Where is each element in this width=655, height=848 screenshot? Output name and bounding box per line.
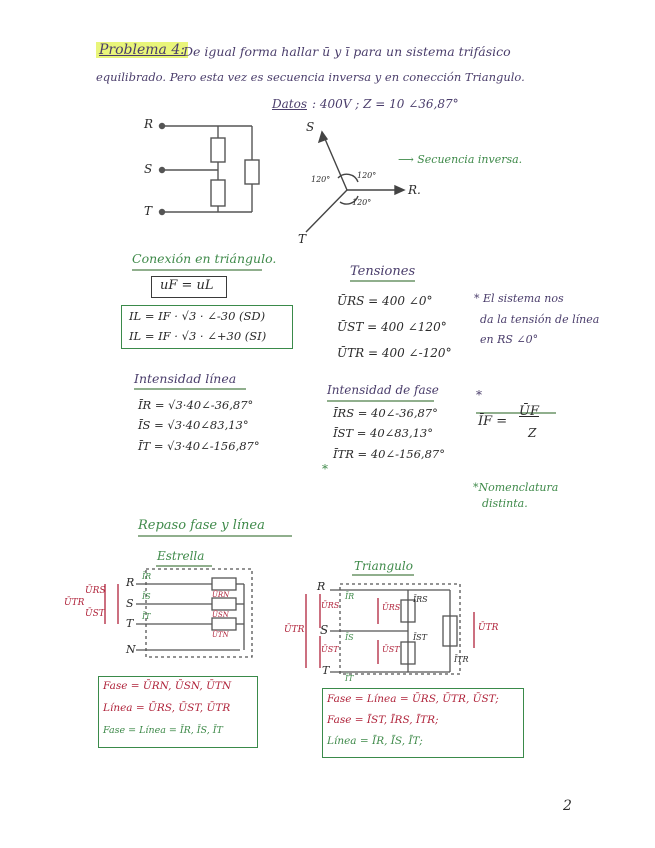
- delta-label-urs-inner: ŪRS: [382, 603, 401, 612]
- circuit-label-r: R: [144, 117, 154, 131]
- triangle-connection-title: Conexión en triángulo.: [132, 251, 277, 266]
- boxed-equality: [151, 276, 227, 298]
- side-note-line1: * El sistema nos: [474, 292, 564, 305]
- delta-label-irs: ĪRS: [413, 595, 428, 604]
- tensiones-title: Tensiones: [350, 264, 416, 279]
- boxed-equality-text: uF = uL: [160, 278, 214, 293]
- phase-current-rs: ĪRS = 40∠-36,87°: [333, 406, 438, 420]
- delta-summary-line1: Fase = Línea = ŪRS, ŪTR, ŪST;: [327, 693, 499, 705]
- problem-statement-line2: equilibrado. Pero esta vez es secuencia inversa y en conección Triangulo.: [96, 70, 525, 84]
- delta-circuit-sketch: [160, 124, 260, 215]
- phase-formula-lhs: ĪF =: [478, 414, 508, 429]
- phase-current-tr: ĪTR = 40∠-156,87°: [333, 447, 445, 461]
- delta-label-ist: ĪST: [413, 633, 427, 642]
- delta-summary-line3: Línea = ĪR, ĪS, ĪT;: [327, 735, 423, 747]
- nomenclature-note-line2: distinta.: [482, 497, 528, 510]
- phasor-angle-1: 120°: [311, 175, 331, 184]
- delta-label-is: ĪS: [345, 633, 354, 642]
- phasor-angle-3: 120°: [352, 198, 372, 207]
- nomenclature-note-line1: *Nomenclatura: [473, 481, 559, 494]
- star-label-usn: ŪSN: [212, 611, 229, 619]
- delta-label-ir: ĪR: [345, 592, 355, 601]
- phasor-label-r: R.: [408, 183, 421, 197]
- tension-tr: ŪTR = 400 ∠-120°: [337, 346, 452, 360]
- phase-current-title: Intensidad de fase: [327, 383, 439, 397]
- line-current-formula-box: [121, 305, 293, 349]
- formula-si: IL = IF · √3 · ∠+30 (SI): [129, 329, 267, 343]
- delta-label-urs: ŪRS: [321, 601, 340, 610]
- star-label-utn: ŪTN: [212, 631, 229, 639]
- delta-label-r: R: [317, 580, 326, 593]
- star-label-it: ĪT: [142, 612, 151, 621]
- delta-label-it: ĪT: [345, 674, 354, 683]
- star-label-utr: ŪTR: [64, 598, 85, 608]
- delta-summary-line2: Fase = ĪST, ĪRS, ĪTR;: [327, 714, 439, 726]
- star-label-ir: ĪR: [142, 572, 152, 581]
- problem-statement-line1: De igual forma hallar ū y ī para un sistema trifásico: [183, 44, 511, 59]
- star-label-urn: ŪRN: [212, 591, 230, 599]
- delta-label-t: T: [322, 664, 330, 677]
- tension-rs: ŪRS = 400 ∠0°: [337, 294, 433, 308]
- star-label-n: N: [126, 643, 136, 656]
- star-label-s: S: [126, 597, 134, 610]
- page-number: 2: [563, 798, 572, 814]
- formula-sd: IL = IF · √3 · ∠-30 (SD): [129, 309, 266, 323]
- star-title: Estrella: [157, 549, 205, 563]
- phase-current-st: ĪST = 40∠83,13°: [333, 426, 433, 440]
- star-label-t: T: [126, 617, 134, 630]
- line-current-s: ĪS = √3·40∠83,13°: [138, 418, 249, 432]
- sequence-note: ⟶ Secuencia inversa.: [398, 153, 523, 166]
- star-label-ust: ŪST: [85, 609, 105, 619]
- review-title: Repaso fase y línea: [138, 518, 265, 533]
- phase-formula-star: *: [476, 388, 482, 402]
- problem-label-text: Problema 4:: [96, 42, 188, 58]
- phasor-label-t: T: [298, 232, 307, 246]
- phasor-angle-2: 120°: [357, 171, 377, 180]
- datos-value: : 400V ; Z = 10 ∠36,87°: [312, 97, 459, 111]
- star-summary-box: [98, 676, 258, 748]
- line-current-r: ĪR = √3·40∠-36,87°: [138, 398, 254, 412]
- delta-label-itr: ĪTR: [454, 655, 469, 664]
- delta-label-utr: ŪTR: [284, 625, 305, 635]
- delta-title: Triangulo: [354, 559, 413, 573]
- circuit-label-s: S: [144, 162, 153, 176]
- phase-formula-numerator: ŪF: [519, 404, 539, 419]
- delta-label-ust-inner: ŪST: [382, 645, 400, 654]
- star-label-urs: ŪRS: [85, 586, 106, 596]
- phase-current-star: *: [322, 462, 328, 476]
- delta-label-utr-right: ŪTR: [478, 623, 499, 633]
- star-summary-line3: Fase = Línea = ĪR, ĪS, ĪT: [103, 725, 223, 736]
- delta-label-ust: ŪST: [321, 645, 339, 654]
- star-summary-line1: Fase = ŪRN, ŪSN, ŪTN: [103, 680, 232, 692]
- side-note-line3: en RS ∠0°: [480, 333, 539, 346]
- line-current-t: ĪT = √3·40∠-156,87°: [138, 439, 260, 453]
- datos-label: Datos: [272, 97, 307, 111]
- delta-label-s: S: [320, 623, 329, 637]
- star-label-is: ĪS: [142, 592, 151, 601]
- phase-formula-denominator: Z: [528, 426, 537, 440]
- delta-summary-box: [322, 688, 524, 758]
- phasor-label-s: S: [306, 120, 315, 134]
- star-label-r: R: [126, 576, 135, 589]
- tension-st: ŪST = 400 ∠120°: [337, 320, 447, 334]
- star-sketch: [136, 569, 252, 657]
- star-summary-line2: Línea = ŪRS, ŪST, ŪTR: [103, 702, 231, 714]
- line-current-title: Intensidad línea: [134, 371, 237, 386]
- circuit-label-t: T: [144, 204, 153, 218]
- side-note-line2: da la tensión de línea: [480, 313, 600, 326]
